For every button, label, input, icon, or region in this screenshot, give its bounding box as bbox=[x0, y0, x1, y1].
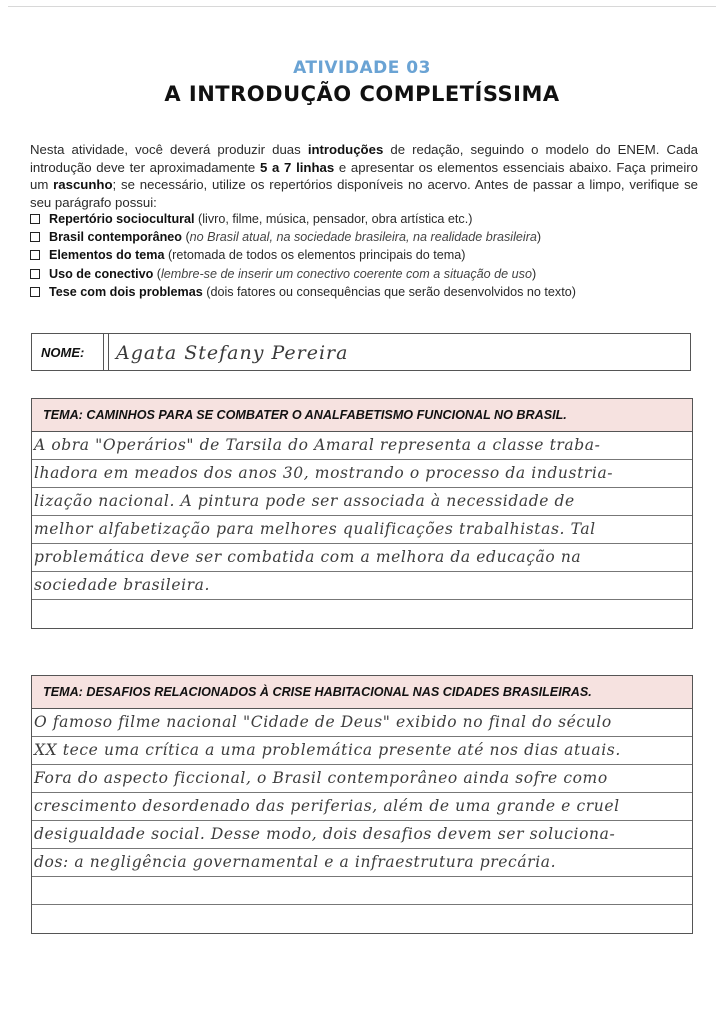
essay-theme-1: TEMA: CAMINHOS PARA SE COMBATER O ANALFABETISMO FUNCIONAL NO BRASIL. bbox=[32, 399, 692, 432]
writing-line[interactable] bbox=[32, 877, 692, 905]
checklist-item-title: Uso de conectivo bbox=[49, 266, 154, 281]
checklist-item-detail: (livro, filme, música, pensador, obra artística etc.) bbox=[194, 212, 473, 226]
name-divider bbox=[108, 334, 109, 370]
name-label: NOME: bbox=[32, 334, 104, 370]
requirements-checklist bbox=[30, 210, 710, 301]
writing-line[interactable]: desigualdade social. Desse modo, dois desafios devem ser soluciona- bbox=[32, 821, 692, 849]
checklist-item-title: Repertório sociocultural bbox=[49, 212, 195, 226]
checklist-item-close: ) bbox=[536, 230, 542, 245]
checkbox-icon[interactable] bbox=[30, 269, 40, 279]
page-title: A INTRODUÇÃO COMPLETÍSSIMA bbox=[164, 82, 560, 106]
checklist-item-detail: (retomada de todos os elementos principais do tema) bbox=[164, 248, 466, 263]
checklist-item-detail: (dois fatores ou consequências que serão desenvolvidos no texto) bbox=[202, 284, 576, 299]
activity-number: ATIVIDADE 03 bbox=[293, 58, 431, 78]
writing-line[interactable]: sociedade brasileira. bbox=[32, 572, 692, 600]
writing-line[interactable]: melhor alfabetização para melhores qualificações trabalhistas. Tal bbox=[32, 516, 692, 544]
checklist-item bbox=[30, 246, 710, 264]
checklist-item-detail: ( bbox=[153, 266, 161, 281]
writing-line[interactable]: problemática deve ser combatida com a melhora da educação na bbox=[32, 544, 692, 572]
writing-line[interactable]: crescimento desordenado das periferias, além de uma grande e cruel bbox=[32, 793, 692, 821]
checklist-item-close: ) bbox=[531, 266, 537, 281]
checklist-item bbox=[30, 283, 710, 301]
instructions-text-3: e apresentar os elementos essenciais abaixo. Faça primeiro um bbox=[30, 159, 698, 193]
checklist-item-detail: ( bbox=[181, 230, 190, 245]
name-field[interactable] bbox=[31, 333, 691, 371]
writing-line[interactable]: O famoso filme nacional "Cidade de Deus" exibido no final do século bbox=[32, 709, 692, 737]
checkbox-icon[interactable] bbox=[30, 287, 40, 297]
writing-line[interactable]: XX tece uma crítica a uma problemática presente até nos dias atuais. bbox=[32, 737, 692, 765]
name-value[interactable]: Agata Stefany Pereira bbox=[116, 342, 349, 364]
instructions-bold-1: introduções bbox=[307, 142, 384, 158]
checklist-item-title: Elementos do tema bbox=[49, 248, 165, 263]
instructions-paragraph bbox=[30, 141, 698, 211]
instructions-bold-2: 5 a 7 linhas bbox=[259, 159, 335, 175]
checklist-item-title: Brasil contemporâneo bbox=[49, 230, 182, 245]
instructions-bold-3: rascunho bbox=[53, 177, 113, 193]
essay-box-1 bbox=[31, 398, 693, 629]
checklist-item-italic: no Brasil atual, na sociedade brasileira, na realidade brasileira bbox=[189, 230, 537, 245]
instructions-text-4: ; se necessário, utilize os repertórios disponíveis no acervo. Antes de passar a limpo, verifique se seu parágrafo possui: bbox=[30, 177, 699, 210]
writing-line[interactable]: Fora do aspecto ficcional, o Brasil contemporâneo ainda sofre como bbox=[32, 765, 692, 793]
writing-line[interactable]: dos: a negligência governamental e a infraestrutura precária. bbox=[32, 849, 692, 877]
writing-line[interactable]: lhadora em meados dos anos 30, mostrando o processo da industria- bbox=[32, 460, 692, 488]
writing-line[interactable]: lização nacional. A pintura pode ser associada à necessidade de bbox=[32, 488, 692, 516]
checklist-item-title: Tese com dois problemas bbox=[49, 284, 203, 299]
checklist-item-italic: lembre-se de inserir um conectivo coerente com a situação de uso bbox=[160, 266, 532, 281]
checkbox-icon[interactable] bbox=[30, 214, 40, 224]
checklist-item bbox=[30, 265, 710, 283]
top-rule bbox=[8, 6, 716, 7]
instructions-text-2: de redação, seguindo o modelo do ENEM. Cada introdução deve ter aproximadamente bbox=[30, 142, 698, 175]
writing-line[interactable]: A obra "Operários" de Tarsila do Amaral representa a classe traba- bbox=[32, 432, 692, 460]
checklist-item bbox=[30, 210, 710, 228]
instructions-text-1: Nesta atividade, você deverá produzir duas bbox=[30, 142, 308, 158]
checkbox-icon[interactable] bbox=[30, 232, 40, 242]
essay-box-2 bbox=[31, 675, 693, 934]
writing-line[interactable] bbox=[32, 600, 692, 628]
checklist-item bbox=[30, 228, 710, 246]
essay-theme-2: TEMA: DESAFIOS RELACIONADOS À CRISE HABITACIONAL NAS CIDADES BRASILEIRAS. bbox=[32, 676, 692, 709]
checkbox-icon[interactable] bbox=[30, 250, 40, 260]
writing-line[interactable] bbox=[32, 905, 692, 933]
